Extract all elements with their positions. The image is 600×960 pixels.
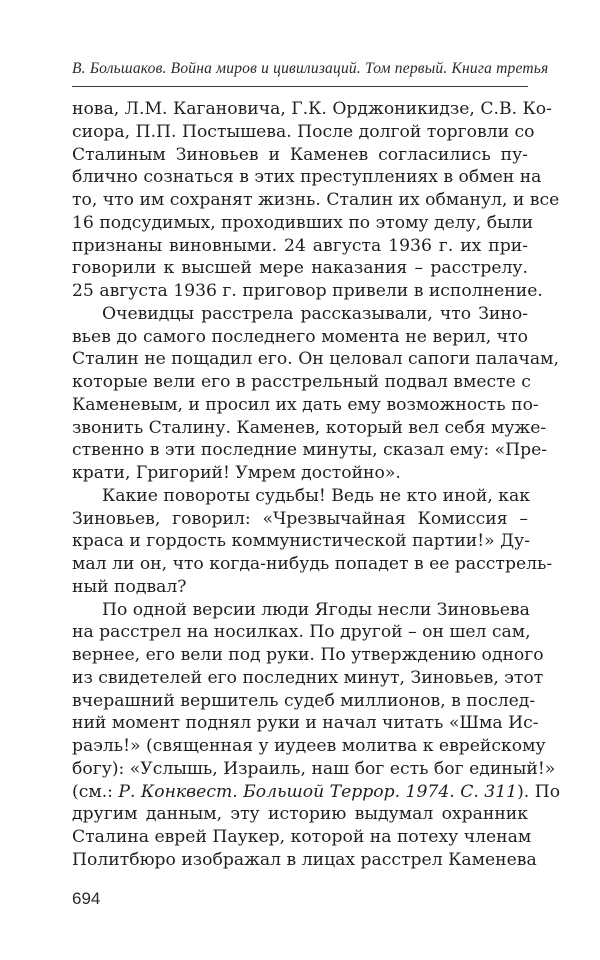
text-line: Сталиным Зиновьев и Каменев согласились пу- (72, 144, 528, 165)
running-header: В. Большаков. Война миров и цивилизаций. Том первый. Книга третья (72, 60, 549, 77)
text-line: Каменевым, и просил их дать ему возможность по- (72, 394, 539, 415)
header-divider (72, 86, 528, 87)
text-line: другим данным, эту историю выдумал охранник (72, 804, 528, 825)
text-line: Какие повороты судьбы! Ведь не кто иной, как (102, 485, 531, 506)
text-line: ний момент поднял руки и начал читать «Шма Ис- (72, 713, 539, 734)
text-line: богу): «Услышь, Израиль, наш бог есть бог единый!» (72, 758, 556, 779)
text-line: Сталина еврей Паукер, которой на потеху членам (72, 827, 532, 847)
citation-reference: Р. Конквест. Большой Террор. 1974. С. 311 (118, 781, 518, 802)
text-line: блично сознаться в этих преступлениях в обмен на (72, 167, 542, 188)
page-body (72, 98, 561, 872)
text-line: вьев до самого последнего момента не верил, что (72, 326, 528, 347)
text-line: Очевидцы расстрела рассказывали, что Зино- (102, 303, 528, 324)
text-line: крати, Григорий! Умрем достойно». (72, 463, 401, 483)
citation-line (72, 781, 561, 804)
citation-suffix: ). По (517, 781, 561, 802)
text-line: на расстрел на носилках. По другой – он шел сам, (72, 622, 531, 643)
text-line: которые вели его в расстрельный подвал вместе с (72, 372, 531, 392)
text-line: 25 августа 1936 г. приговор привели в исполнение. (72, 281, 543, 301)
text-line: мал ли он, что когда-нибудь попадет в ее расстрель- (72, 554, 553, 574)
text-line: признаны виновными. 24 августа 1936 г. их при- (72, 235, 528, 256)
page-number: 694 (72, 889, 101, 908)
text-line: Зиновьев, говорил: «Чрезвычайная Комиссия – (72, 508, 528, 529)
text-line: ный подвал? (72, 576, 187, 597)
text-line: звонить Сталину. Каменев, который вел себя муже- (72, 417, 547, 438)
text-line: вернее, его вели под руки. По утверждению одного (72, 645, 544, 665)
text-line: то, что им сохранят жизнь. Сталин их обманул, и все (72, 190, 560, 210)
text-line: краса и гордость коммунистической партии!» Ду- (72, 531, 531, 552)
text-line: раэль!» (священная у иудеев молитва к еврейскому (72, 736, 546, 756)
text-line: Сталин не пощадил его. Он целовал сапоги палачам, (72, 349, 559, 370)
text-line: вчерашний вершитель судеб миллионов, в послед- (72, 690, 536, 711)
text-line: говорили к высшей мере наказания – расстрелу. (72, 258, 528, 279)
citation-prefix: (см.: (72, 781, 119, 802)
text-line: из свидетелей его последних минут, Зиновьев, этот (72, 667, 544, 688)
text-line: Политбюро изображал в лицах расстрел Каменева (72, 849, 537, 870)
text-line: 16 подсудимых, проходивших по этому делу, были (72, 212, 534, 233)
text-line: сиора, П.П. Постышева. После долгой торговли со (72, 121, 535, 142)
text-line: ственно в эти последние минуты, сказал ему: «Пре- (72, 440, 548, 461)
text-line: нова, Л.М. Кагановича, Г.К. Орджоникидзе, С.В. Ко- (72, 99, 552, 119)
text-line: По одной версии люди Ягоды несли Зиновьева (102, 599, 530, 620)
